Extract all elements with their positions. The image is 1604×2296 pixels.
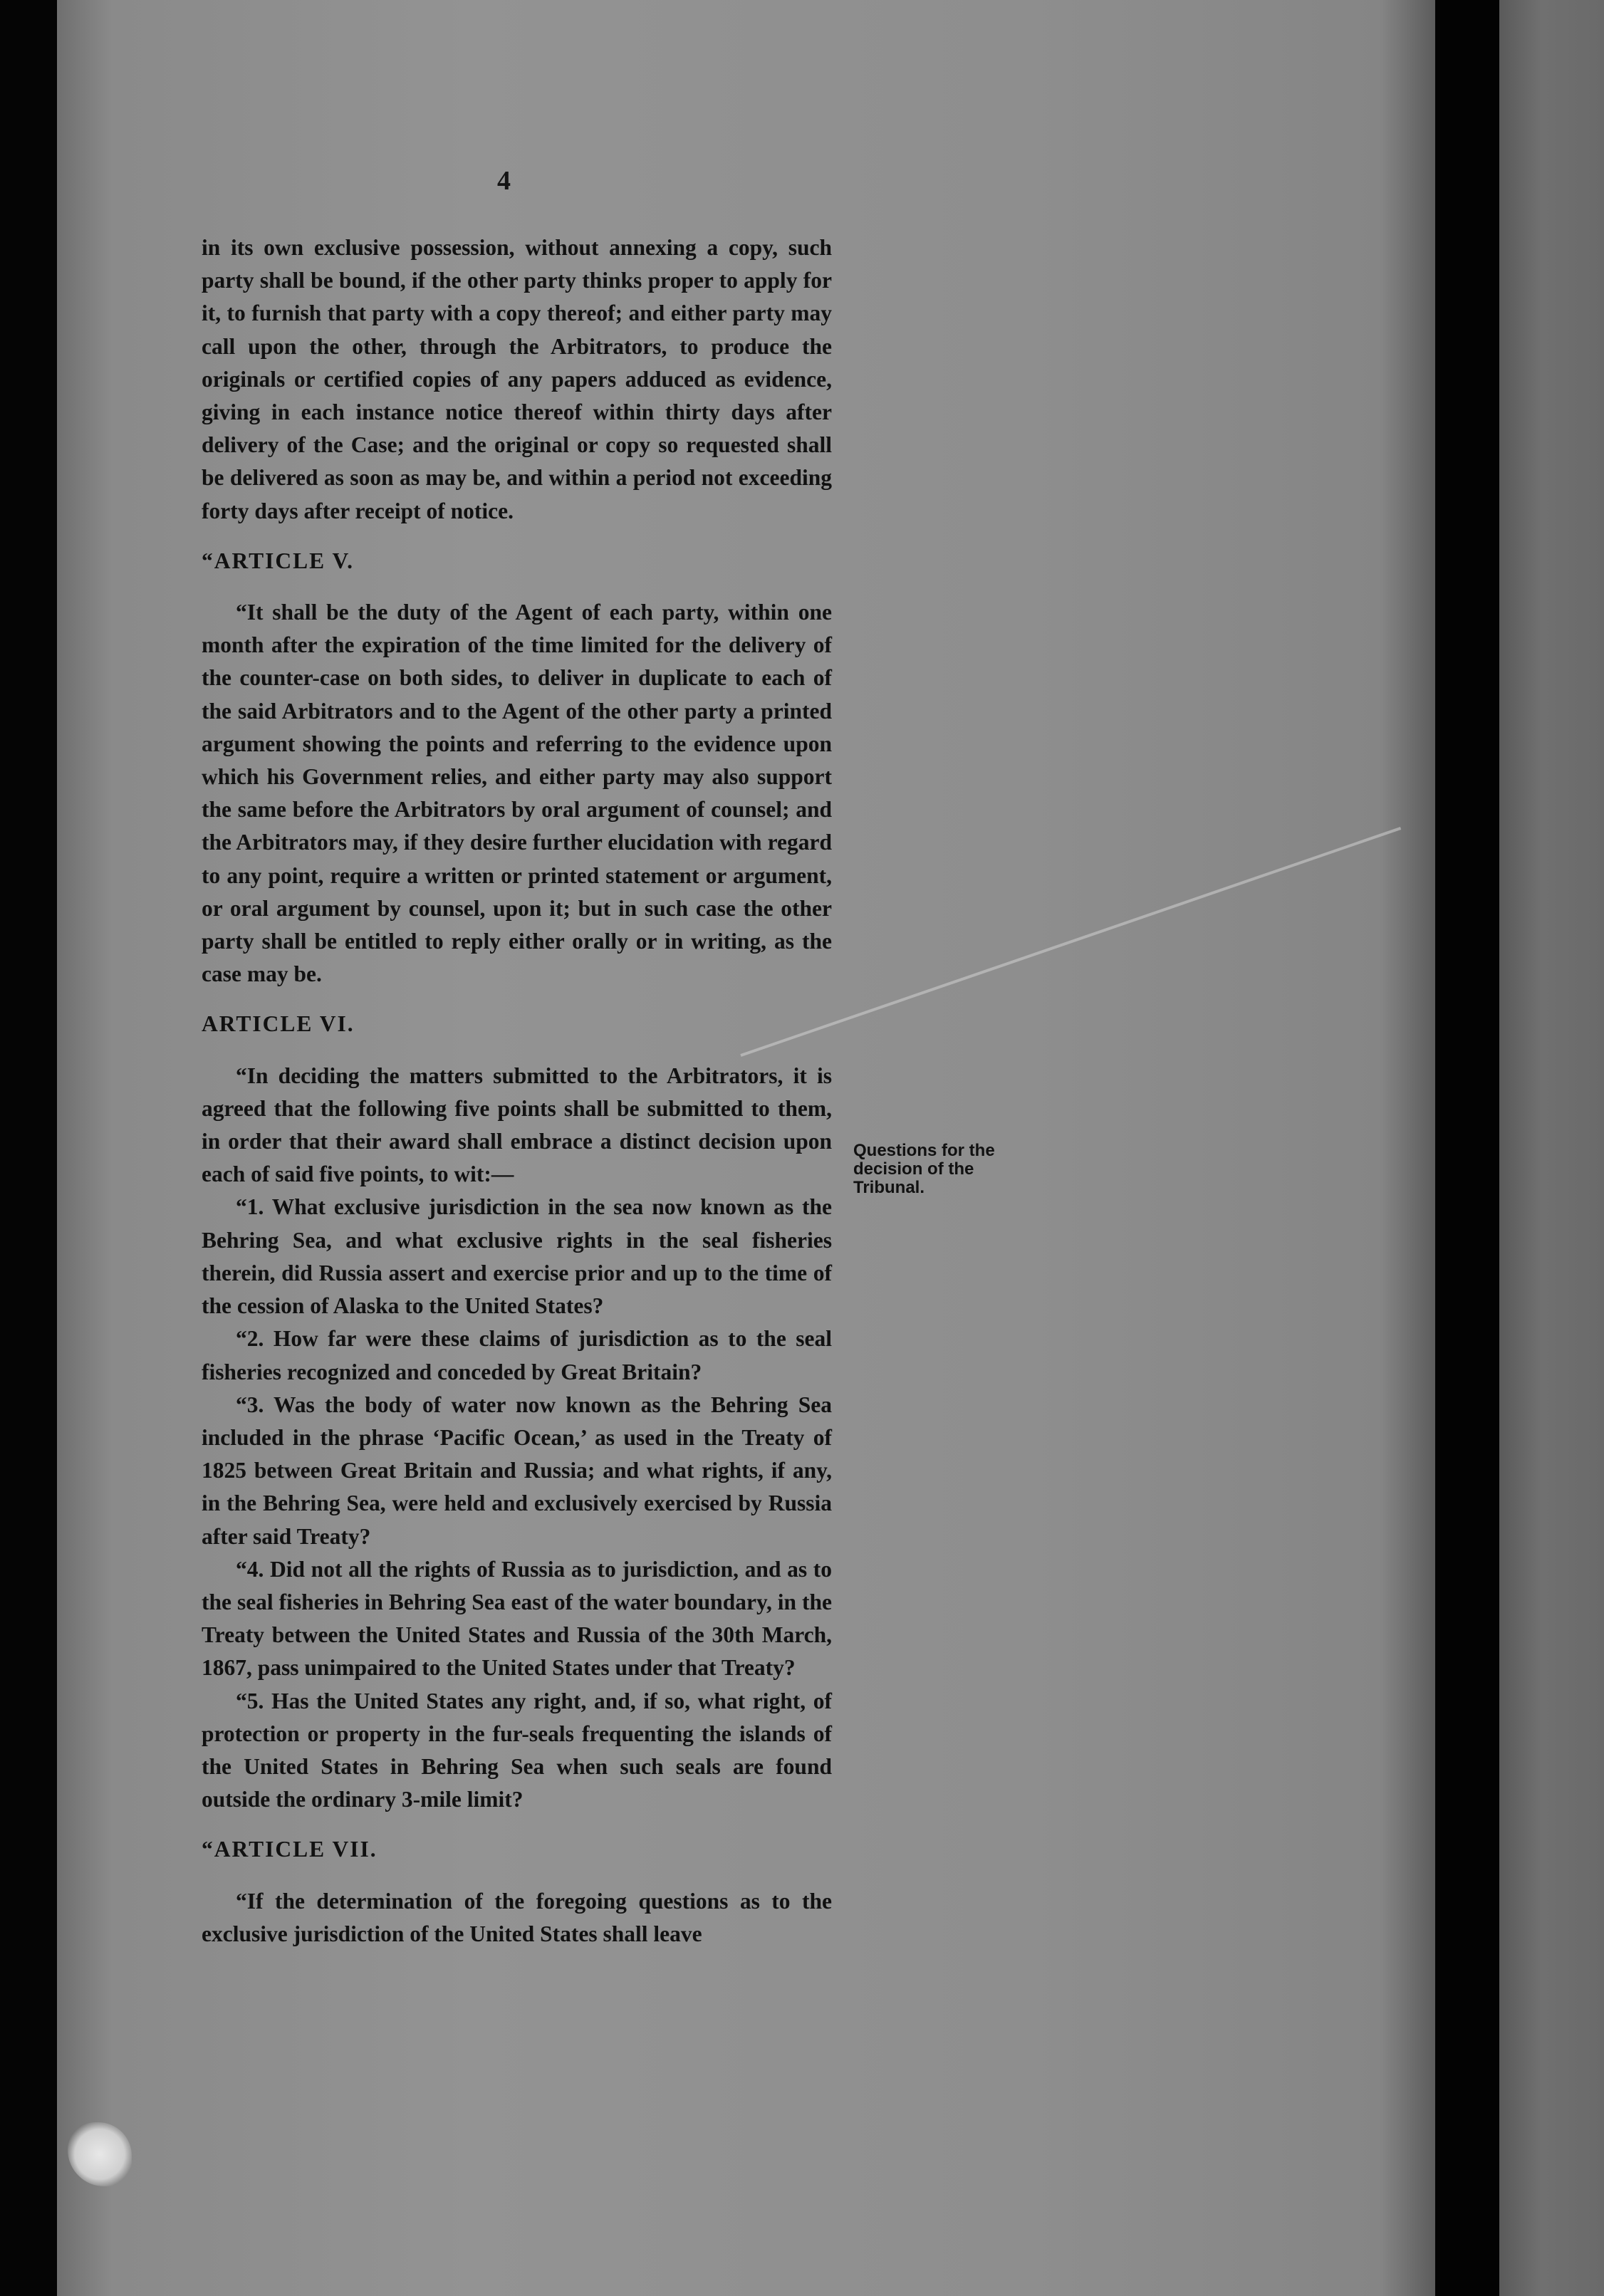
question-1: “1. What exclusive jurisdiction in the sea now known as the Behring Sea, and what exclusive rights in the seal fisheries therein, did Russia assert and exercise prior and up to the time of the cession of Alaska to the United States? xyxy=(202,1194,832,1319)
question-3: “3. Was the body of water now known as the Behring Sea included in the phrase ‘Pacific Ocean,’ as used in the Treaty of 1825 between Great Britain and Russia; and what rights, if any, in the Behring Sea, were held and exclusively exercised by Russia after said Treaty? xyxy=(202,1392,832,1549)
heading-article-vii: “ARTICLE VII. xyxy=(202,1837,377,1862)
paragraph-article-vi-intro: “In deciding the matters submitted to the Arbitrators, it is agreed that the following five points shall be submitted to them, in order that their award shall embrace a distinct decision upon each of said five points, to wit:— xyxy=(202,1063,832,1187)
adjacent-page-edge xyxy=(1499,0,1604,2296)
heading-article-vi: ARTICLE VI. xyxy=(202,1011,355,1037)
margin-note: Questions for the decision of the Tribunal. xyxy=(853,1141,995,1197)
page-number: 4 xyxy=(497,166,511,196)
paragraph-article-v: “It shall be the duty of the Agent of each party, within one month after the expiration of the time limited for the delivery of the counter-case on both sides, to deliver in duplicate to each of the said Arbitrators and to the Agent of the other party a printed argument showing the points and referring to the evidence upon which his Government relies, and either party may also support the same before the Arbitrators by oral argument of counsel; and the Arbitrators may, if they desire further elucidation with regard to any point, require a written or printed statement or argument, or oral argument by counsel, upon it; but in such case the other party shall be entitled to reply either orally or in writing, as the case may be. xyxy=(202,600,832,987)
main-text-column xyxy=(202,231,832,1951)
film-border-left xyxy=(0,0,57,2296)
heading-article-v: “ARTICLE V. xyxy=(202,548,355,573)
question-4: “4. Did not all the rights of Russia as to jurisdiction, and as to the seal fisheries in Behring Sea east of the water boundary, in the Treaty between the United States and Russia of the 30th March, 1867, pass unimpaired to the United States under that Treaty? xyxy=(202,1556,832,1681)
paragraph-continuation: in its own exclusive possession, without annexing a copy, such party shall be bound, if the other party thinks proper to apply for it, to furnish that party with a copy thereof; and either party may call upon the other, through the Arbitrators, to produce the originals or certified copies of any papers adduced as evidence, giving in each instance notice thereof within thirty days after delivery of the Case; and the original or copy so requested shall be delivered as soon as may be, and within a period not exceeding forty days after receipt of notice. xyxy=(202,235,832,523)
question-5: “5. Has the United States any right, and, if so, what right, of protection or property in the fur-seals frequenting the islands of the United States in Behring Sea when such seals are found outside the ordinary 3-mile limit? xyxy=(202,1688,832,1812)
question-2: “2. How far were these claims of jurisdiction as to the seal fisheries recognized and conceded by Great Britain? xyxy=(202,1326,832,1384)
film-gutter xyxy=(1435,0,1499,2296)
paragraph-article-vii: “If the determination of the foregoing questions as to the exclusive jurisdiction of the United States shall leave xyxy=(202,1888,832,1946)
